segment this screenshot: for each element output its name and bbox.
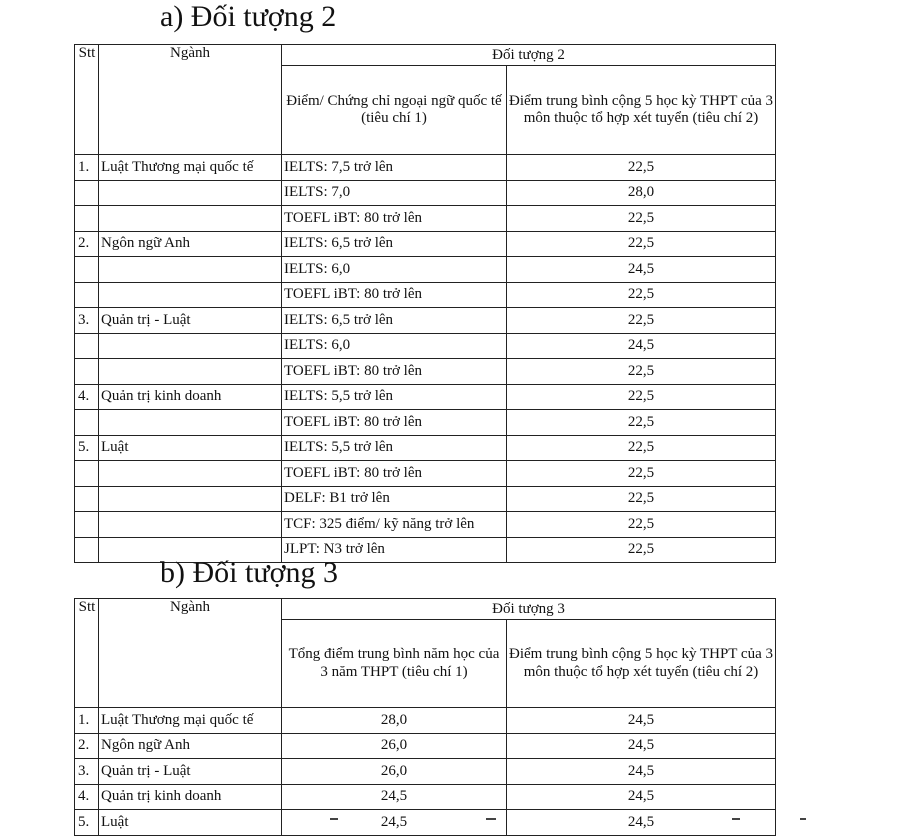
header-stt: Stt [75,599,99,708]
row-stt [75,537,99,563]
row-criterion-2: 28,0 [507,180,776,206]
row-criterion-2: 22,5 [507,410,776,436]
row-criterion-1: TOEFL iBT: 80 trở lên [282,359,507,385]
row-nganh [99,282,282,308]
row-criterion-1: TOEFL iBT: 80 trở lên [282,410,507,436]
row-criterion-2: 24,5 [507,708,776,734]
row-nganh: Ngôn ngữ Anh [99,231,282,257]
header-criterion-2: Điểm trung bình cộng 5 học kỳ THPT của 3 môn thuộc tổ hợp xét tuyển (tiêu chí 2) [507,620,776,708]
row-criterion-1: 28,0 [282,708,507,734]
row-criterion-2: 22,5 [507,308,776,334]
row-nganh [99,486,282,512]
table-row [75,435,776,461]
table-row [75,512,776,538]
row-criterion-2: 24,5 [507,784,776,810]
row-criterion-1: IELTS: 6,5 trở lên [282,231,507,257]
row-nganh: Luật [99,435,282,461]
row-criterion-1: IELTS: 7,5 trở lên [282,155,507,181]
row-criterion-1: IELTS: 6,5 trở lên [282,308,507,334]
row-criterion-2: 24,5 [507,759,776,785]
row-stt: 3. [75,759,99,785]
cropped-next-line [0,816,900,826]
table-row [75,155,776,181]
row-criterion-1: 26,0 [282,733,507,759]
row-criterion-2: 22,5 [507,282,776,308]
row-stt [75,486,99,512]
row-nganh [99,359,282,385]
row-nganh: Luật Thương mại quốc tế [99,708,282,734]
row-criterion-1: TOEFL iBT: 80 trở lên [282,282,507,308]
table-row [75,708,776,734]
table-row [75,231,776,257]
row-stt [75,461,99,487]
row-criterion-2: 24,5 [507,810,776,836]
header-group: Đối tượng 2 [282,45,776,66]
table-row [75,333,776,359]
header-criterion-1: Điểm/ Chứng chỉ ngoại ngữ quốc tế (tiêu chí 1) [282,66,507,155]
row-criterion-1: 24,5 [282,784,507,810]
row-criterion-1: IELTS: 6,0 [282,257,507,283]
row-criterion-1: 24,5 [282,810,507,836]
section-b-heading: b) Đối tượng 3 [160,556,338,589]
row-criterion-2: 22,5 [507,537,776,563]
row-criterion-1: TCF: 325 điểm/ kỹ năng trở lên [282,512,507,538]
header-nganh: Ngành [99,45,282,155]
table-doi-tuong-2 [74,44,776,563]
row-nganh: Luật Thương mại quốc tế [99,155,282,181]
table-row [75,784,776,810]
table-row [75,486,776,512]
row-criterion-2: 22,5 [507,384,776,410]
table-row [75,410,776,436]
row-criterion-1: TOEFL iBT: 80 trở lên [282,206,507,232]
header-row [75,599,776,620]
table-row [75,206,776,232]
row-nganh: Luật [99,810,282,836]
table-row [75,282,776,308]
row-criterion-2: 22,5 [507,206,776,232]
row-criterion-2: 24,5 [507,333,776,359]
row-criterion-1: IELTS: 6,0 [282,333,507,359]
row-criterion-2: 22,5 [507,461,776,487]
row-stt [75,257,99,283]
row-nganh: Quản trị - Luật [99,759,282,785]
row-criterion-1: IELTS: 7,0 [282,180,507,206]
row-criterion-2: 22,5 [507,359,776,385]
header-criterion-2: Điểm trung bình cộng 5 học kỳ THPT của 3 môn thuộc tổ hợp xét tuyển (tiêu chí 2) [507,66,776,155]
row-stt: 4. [75,784,99,810]
row-criterion-2: 24,5 [507,733,776,759]
table-row [75,384,776,410]
row-stt: 1. [75,708,99,734]
row-stt: 1. [75,155,99,181]
row-nganh: Quản trị kinh doanh [99,784,282,810]
section-a-heading: a) Đối tượng 2 [160,0,337,33]
row-criterion-1: IELTS: 5,5 trở lên [282,384,507,410]
row-nganh: Quản trị - Luật [99,308,282,334]
row-stt [75,282,99,308]
row-stt [75,206,99,232]
row-stt [75,359,99,385]
row-stt: 3. [75,308,99,334]
header-row [75,45,776,66]
row-nganh [99,257,282,283]
table-row [75,180,776,206]
row-stt [75,410,99,436]
header-criterion-1: Tổng điểm trung bình năm học của 3 năm THPT (tiêu chí 1) [282,620,507,708]
table-row [75,461,776,487]
row-nganh [99,512,282,538]
row-stt [75,333,99,359]
row-stt: 5. [75,810,99,836]
row-criterion-1: DELF: B1 trở lên [282,486,507,512]
table-row [75,759,776,785]
row-criterion-1: 26,0 [282,759,507,785]
row-nganh [99,333,282,359]
row-criterion-2: 22,5 [507,486,776,512]
row-nganh: Ngôn ngữ Anh [99,733,282,759]
row-stt: 4. [75,384,99,410]
row-nganh [99,461,282,487]
header-stt: Stt [75,45,99,155]
row-stt [75,180,99,206]
header-group: Đối tượng 3 [282,599,776,620]
row-criterion-1: IELTS: 5,5 trở lên [282,435,507,461]
row-criterion-2: 22,5 [507,155,776,181]
table-row [75,733,776,759]
row-criterion-2: 24,5 [507,257,776,283]
row-criterion-2: 22,5 [507,231,776,257]
row-stt: 2. [75,231,99,257]
header-nganh: Ngành [99,599,282,708]
table-row [75,257,776,283]
row-nganh [99,180,282,206]
row-stt: 5. [75,435,99,461]
table-row [75,359,776,385]
table-doi-tuong-3 [74,598,776,836]
row-stt [75,512,99,538]
row-stt: 2. [75,733,99,759]
row-criterion-2: 22,5 [507,435,776,461]
row-nganh [99,410,282,436]
row-criterion-1: JLPT: N3 trở lên [282,537,507,563]
row-criterion-1: TOEFL iBT: 80 trở lên [282,461,507,487]
row-criterion-2: 22,5 [507,512,776,538]
row-nganh: Quản trị kinh doanh [99,384,282,410]
table-row [75,308,776,334]
row-nganh [99,206,282,232]
